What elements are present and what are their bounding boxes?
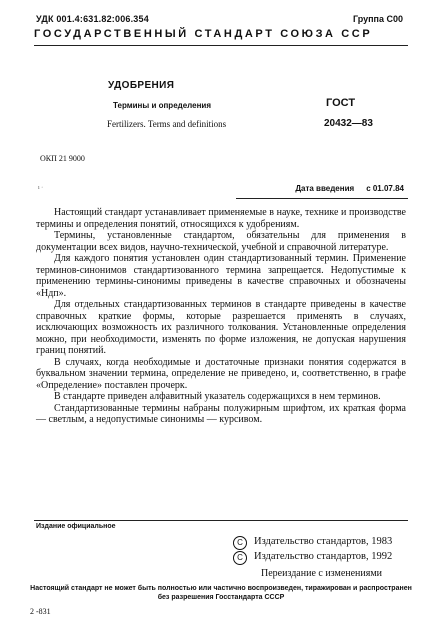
state-standard-heading: ГОСУДАРСТВЕННЫЙ СТАНДАРТ СОЮЗА ССР bbox=[34, 28, 373, 40]
gost-number: 20432—83 bbox=[324, 118, 373, 129]
body-text bbox=[36, 207, 406, 426]
document-title: УДОБРЕНИЯ bbox=[108, 80, 175, 91]
margin-mark: ı · bbox=[38, 185, 44, 191]
page-code: 2 -831 bbox=[30, 607, 51, 616]
paragraph: Настоящий стандарт устанавливает применяемые в науке, технике и производстве термины и определения понятий, относящихся к удобрениям. bbox=[36, 207, 406, 230]
copyright-line-1983 bbox=[233, 536, 392, 550]
gost-label: ГОСТ bbox=[326, 97, 356, 109]
intro-date-value: с 01.07.84 bbox=[366, 184, 404, 193]
paragraph: Для отдельных стандартизованных терминов в стандарте приведены в качестве справочных краткие формы, которые разрешается применять в случаях, исключающих возможность их различного толкования. Установленные определения можно, при необходимости, изменять по форме изложения, не допуская нарушения границ понятий. bbox=[36, 299, 406, 356]
copyright-text-1983: Издательство стандартов, 1983 bbox=[254, 536, 393, 547]
udk-code: УДК 001.4:631.82:006.354 bbox=[36, 14, 149, 24]
document-subtitle: Термины и определения bbox=[113, 101, 212, 110]
header-rule bbox=[34, 45, 408, 46]
reprint-note: Переиздание с изменениями bbox=[261, 568, 383, 579]
copyright-icon: C bbox=[233, 536, 247, 550]
group-code: Группа С00 bbox=[352, 14, 403, 24]
intro-date-line bbox=[295, 184, 404, 193]
okp-code: ОКП 21 9000 bbox=[40, 154, 85, 163]
intro-date-label: Дата введения bbox=[295, 184, 355, 193]
footer-rule bbox=[34, 520, 408, 521]
paragraph: Стандартизованные термины набраны полужирным шрифтом, их краткая форма — светлым, а недопустимые синонимы — курсивом. bbox=[36, 402, 406, 425]
paragraph: Термины, установленные стандартом, обязательны для применения в документации всех видов, научно-технической, учебной и справочной литературе. bbox=[36, 230, 406, 253]
copyright-icon: C bbox=[233, 551, 247, 565]
copyright-text-1992: Издательство стандартов, 1992 bbox=[254, 551, 393, 562]
english-title: Fertilizers. Terms and definitions bbox=[107, 119, 227, 129]
paragraph: Для каждого понятия установлен один стандартизованный термин. Применение терминов-синонимов стандартизованного термина запрещается. Недопустимые к применению термины-синонимы приведены в качестве справочных и обозначены «Ндп». bbox=[36, 253, 406, 299]
paragraph: В стандарте приведен алфавитный указатель содержащихся в нем терминов. bbox=[54, 391, 381, 402]
copyright-line-1992 bbox=[233, 551, 392, 565]
reproduction-notice: Настоящий стандарт не может быть полностью или частично воспроизведен, тиражирован и распространен без разрешения Госстандарта СССР bbox=[30, 585, 412, 601]
paragraph: В случаях, когда необходимые и достаточные признаки понятия содержатся в буквальном значении термина, определение не приведено, и, соответственно, в графе «Определение» поставлен прочерк. bbox=[36, 356, 406, 391]
official-edition-label: Издание официальное bbox=[36, 523, 116, 530]
intro-date-rule bbox=[236, 198, 408, 199]
